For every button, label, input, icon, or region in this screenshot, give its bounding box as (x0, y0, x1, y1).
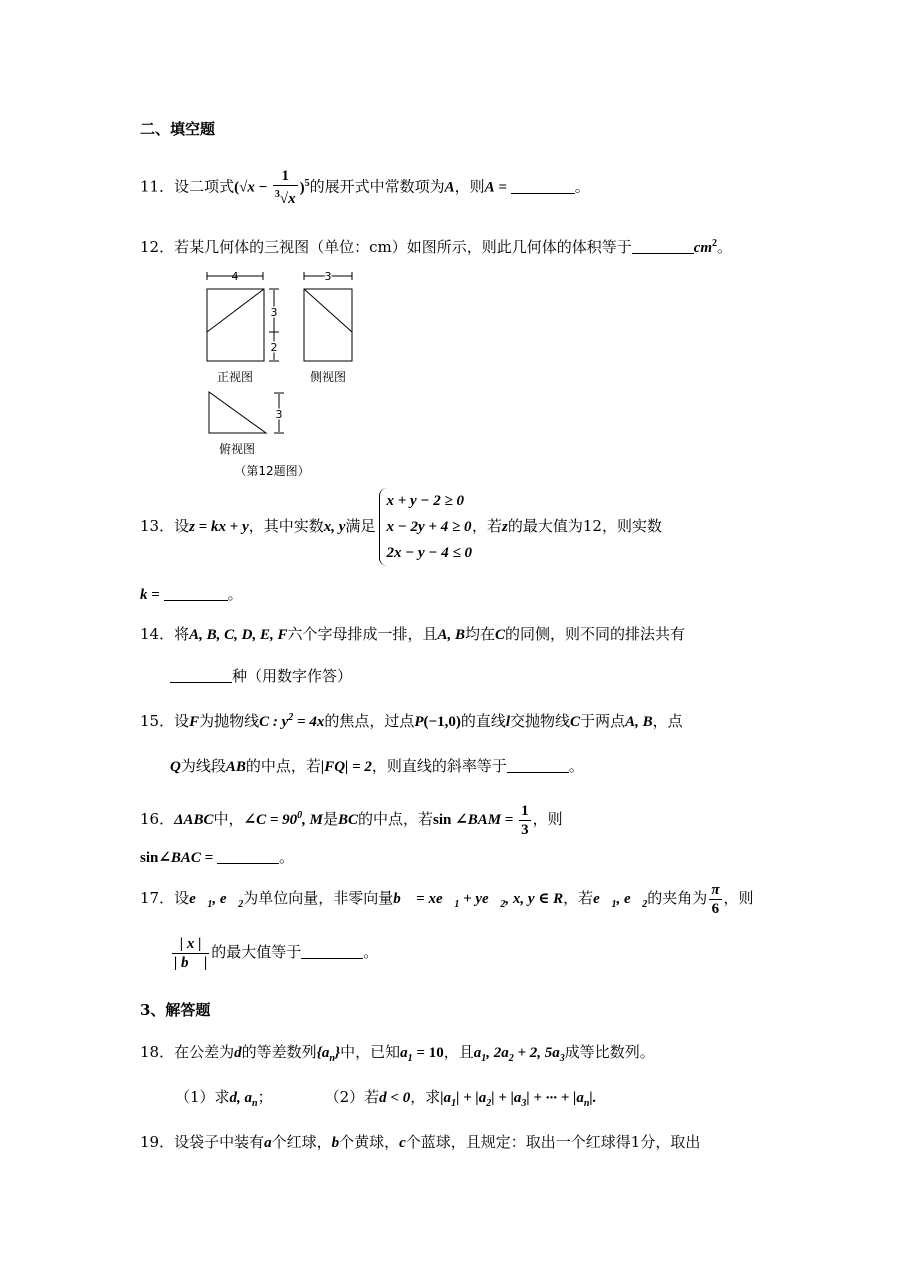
question-19: 19．设袋子中装有a个红球，b个黄球，c个蓝球，且规定：取出一个红球得1分，取出 (140, 1133, 701, 1151)
question-14-line2 (170, 664, 352, 688)
q19-pre: 19．设袋子中装有 (140, 1133, 265, 1151)
q16-fraction: $\frac{1}{3}$ (521, 802, 529, 838)
q13-mid3: ，若 (472, 517, 503, 535)
side-view (304, 270, 352, 384)
front-view (207, 270, 279, 384)
q15-mid2: 的焦点，过点 (324, 712, 415, 730)
q17-mid4: ，则 (723, 889, 754, 907)
q11-then: ，则 (454, 177, 485, 196)
q14-mid: 六个字母排成一排，且 (287, 625, 438, 643)
side-view-label: 侧视图 (309, 370, 347, 384)
q11-pre: 11．设二项式 (140, 177, 235, 196)
q15-mid4: 交抛物线 (510, 712, 571, 730)
q17-mid2: ，若 (563, 889, 594, 907)
dim-front-width: 4 (231, 270, 239, 283)
q15-mid1: 为抛物线 (199, 712, 260, 730)
q14-pre: 14．将 (140, 625, 190, 643)
dim-side-width: 3 (324, 270, 332, 283)
question-11: 11．设二项式(√x − $\frac{1}{^3√x}$ )$^5$的展开式中常数项为A，则A = 。 (140, 168, 590, 207)
section-title-solution: 3、解答题 (140, 1001, 211, 1019)
q19-mid1: 个红球， (271, 1133, 332, 1151)
q16-pre: 16． (140, 810, 175, 828)
q13-mid1: ，其中实数 (248, 517, 324, 535)
q12-unit: cm (693, 240, 713, 256)
q16-mid4: ，则 (532, 810, 563, 828)
question-18-parts: （1）求d, $a_n$； （2）若d < 0，求$|a_1| + |a_2| + |a_3|$ + ··· + $|a_n|$. (175, 1088, 597, 1109)
q11-expr: (√x − (234, 179, 271, 196)
q16-mid2: 是 (323, 810, 339, 828)
q13-end: 。 (227, 585, 243, 603)
q16-end: 。 (279, 848, 295, 866)
answer-blank-14 (170, 668, 232, 683)
q15-end: 。 (568, 757, 584, 775)
question-14: 14．将A, B, C, D, E, F六个字母排成一排，且A, B均在C的同侧，则不同的排法共有 (140, 625, 686, 643)
answer-blank-15 (507, 758, 569, 773)
question-18: 18．在公差为d的等差数列$\{a_n\}$中，已知$a_1 = 10$，且$a_1$, $2a_2 + 2$, $5a_3$成等比数列。 (140, 1043, 655, 1064)
q17-end: 。 (363, 943, 379, 961)
q15-mid6: ，点 (652, 712, 683, 730)
q15-l2a: 为线段 (180, 757, 226, 775)
question-16: 16．ΔABC中，∠C = $90^0$, M是BC的中点，若sin ∠BAM = $\frac{1}{3}$ ，则 (140, 802, 563, 838)
question-16-answer: sin∠BAC = 。 (140, 848, 295, 866)
answer-blank-16 (217, 849, 279, 864)
q18-part2: （2）若 (324, 1088, 380, 1106)
q17-l2: 的最大值等于 (211, 943, 302, 961)
question-17: 17．设$e⃗_1$, $e⃗_2$为单位向量，非零向量b⃗ = $xe⃗_1$ + $ye⃗_2$, x, y ∈ R，若$e⃗_1$, $e⃗_2$的夹角为 $\frac{\pi}{6}$ ，则 (140, 881, 754, 917)
dim-top-h: 3 (275, 408, 283, 421)
top-view-label: 俯视图 (218, 442, 256, 456)
q18-mid3: ，且 (443, 1043, 474, 1061)
q18-mid4: 成等比数列。 (564, 1043, 655, 1061)
q15-mid5: 于两点 (580, 712, 626, 730)
q18-pre: 18．在公差为 (140, 1043, 235, 1061)
q18-part1-end: ； (257, 1088, 273, 1106)
dim-front-h1: 3 (270, 306, 278, 319)
three-view-figure (190, 270, 360, 485)
q15-l2b: 的中点，若 (245, 757, 321, 775)
q15-pre: 15．设 (140, 712, 190, 730)
figure-caption: （第12题图） (234, 464, 310, 478)
q18-mid1: 的等差数列 (241, 1043, 317, 1061)
q14-mid3: 的同侧，则不同的排法共有 (505, 625, 686, 643)
answer-blank-13 (164, 586, 228, 601)
q12-end: 。 (717, 238, 733, 256)
dim-front-h2: 2 (270, 341, 278, 354)
q19-mid3: 个蓝球，且规定：取出一个红球得1分，取出 (405, 1133, 701, 1151)
q17-fraction: $\frac{\pi}{6}$ (711, 881, 720, 917)
q14-mid2: 均在 (464, 625, 495, 643)
answer-blank-11 (511, 179, 575, 194)
question-17-line2 (170, 934, 378, 972)
q17-pre: 17．设 (140, 889, 190, 907)
q14-line2: 种（用数字作答） (232, 667, 353, 685)
question-13-answer: k = 。 (140, 585, 243, 603)
q13-mid2: 满足 (345, 517, 376, 535)
front-view-label: 正视图 (216, 370, 254, 384)
q18-mid2: 中，已知 (340, 1043, 401, 1061)
q16-mid3: 的中点，若 (358, 810, 434, 828)
q16-mid1: 中， (213, 810, 244, 828)
q17-ratio: $\frac{| x |}{| b⃗ |}$ (174, 935, 208, 971)
q15-l2c: ，则直线的斜率等于 (371, 757, 507, 775)
question-15: 15．设F为抛物线C : $y^2 = 4x$的焦点，过点P(−1,0)的直线l交抛物线C于两点A, B，点 (140, 712, 683, 730)
answer-blank-17 (301, 944, 363, 959)
top-view (209, 392, 284, 456)
q17-mid3: 的夹角为 (647, 889, 708, 907)
question-15-line2: Q为线段AB的中点，若|FQ| = 2，则直线的斜率等于 。 (170, 757, 584, 775)
q13-mid4: 的最大值为12，则实数 (507, 517, 662, 535)
q11-fraction: $\frac{1}{^3√x}$ (274, 168, 296, 207)
question-12: 12．若某几何体的三视图（单位：cm）如图所示，则此几何体的体积等于 $cm^2$。 (140, 238, 733, 256)
q15-mid3: 的直线 (460, 712, 506, 730)
q11-mid: 的展开式中常数项为 (309, 177, 445, 196)
q18-part2-mid: ，求 (410, 1088, 441, 1106)
q17-mid1: 为单位向量，非零向量 (243, 889, 394, 907)
q19-mid2: 个黄球， (339, 1133, 400, 1151)
answer-blank-12 (632, 239, 694, 254)
q13-pre: 13．设 (140, 517, 190, 535)
q11-end: 。 (574, 177, 590, 196)
constraint-system: x + y − 2 ≥ 0 x − 2y + 4 ≥ 0 2x − y − 4 ≤ 0 (379, 488, 472, 566)
q18-part1: （1）求 (175, 1088, 230, 1106)
question-13: 13．设z = kx + y，其中实数x, y满足 x + y − 2 ≥ 0 x − 2y + 4 ≥ 0 2x − y − 4 ≤ 0 ，若z的最大值为12，则实数 (140, 488, 662, 566)
q12-text: 12．若某几何体的三视图（单位：cm）如图所示，则此几何体的体积等于 (140, 238, 632, 256)
section-title-fill-in: 二、填空题 (140, 120, 216, 138)
